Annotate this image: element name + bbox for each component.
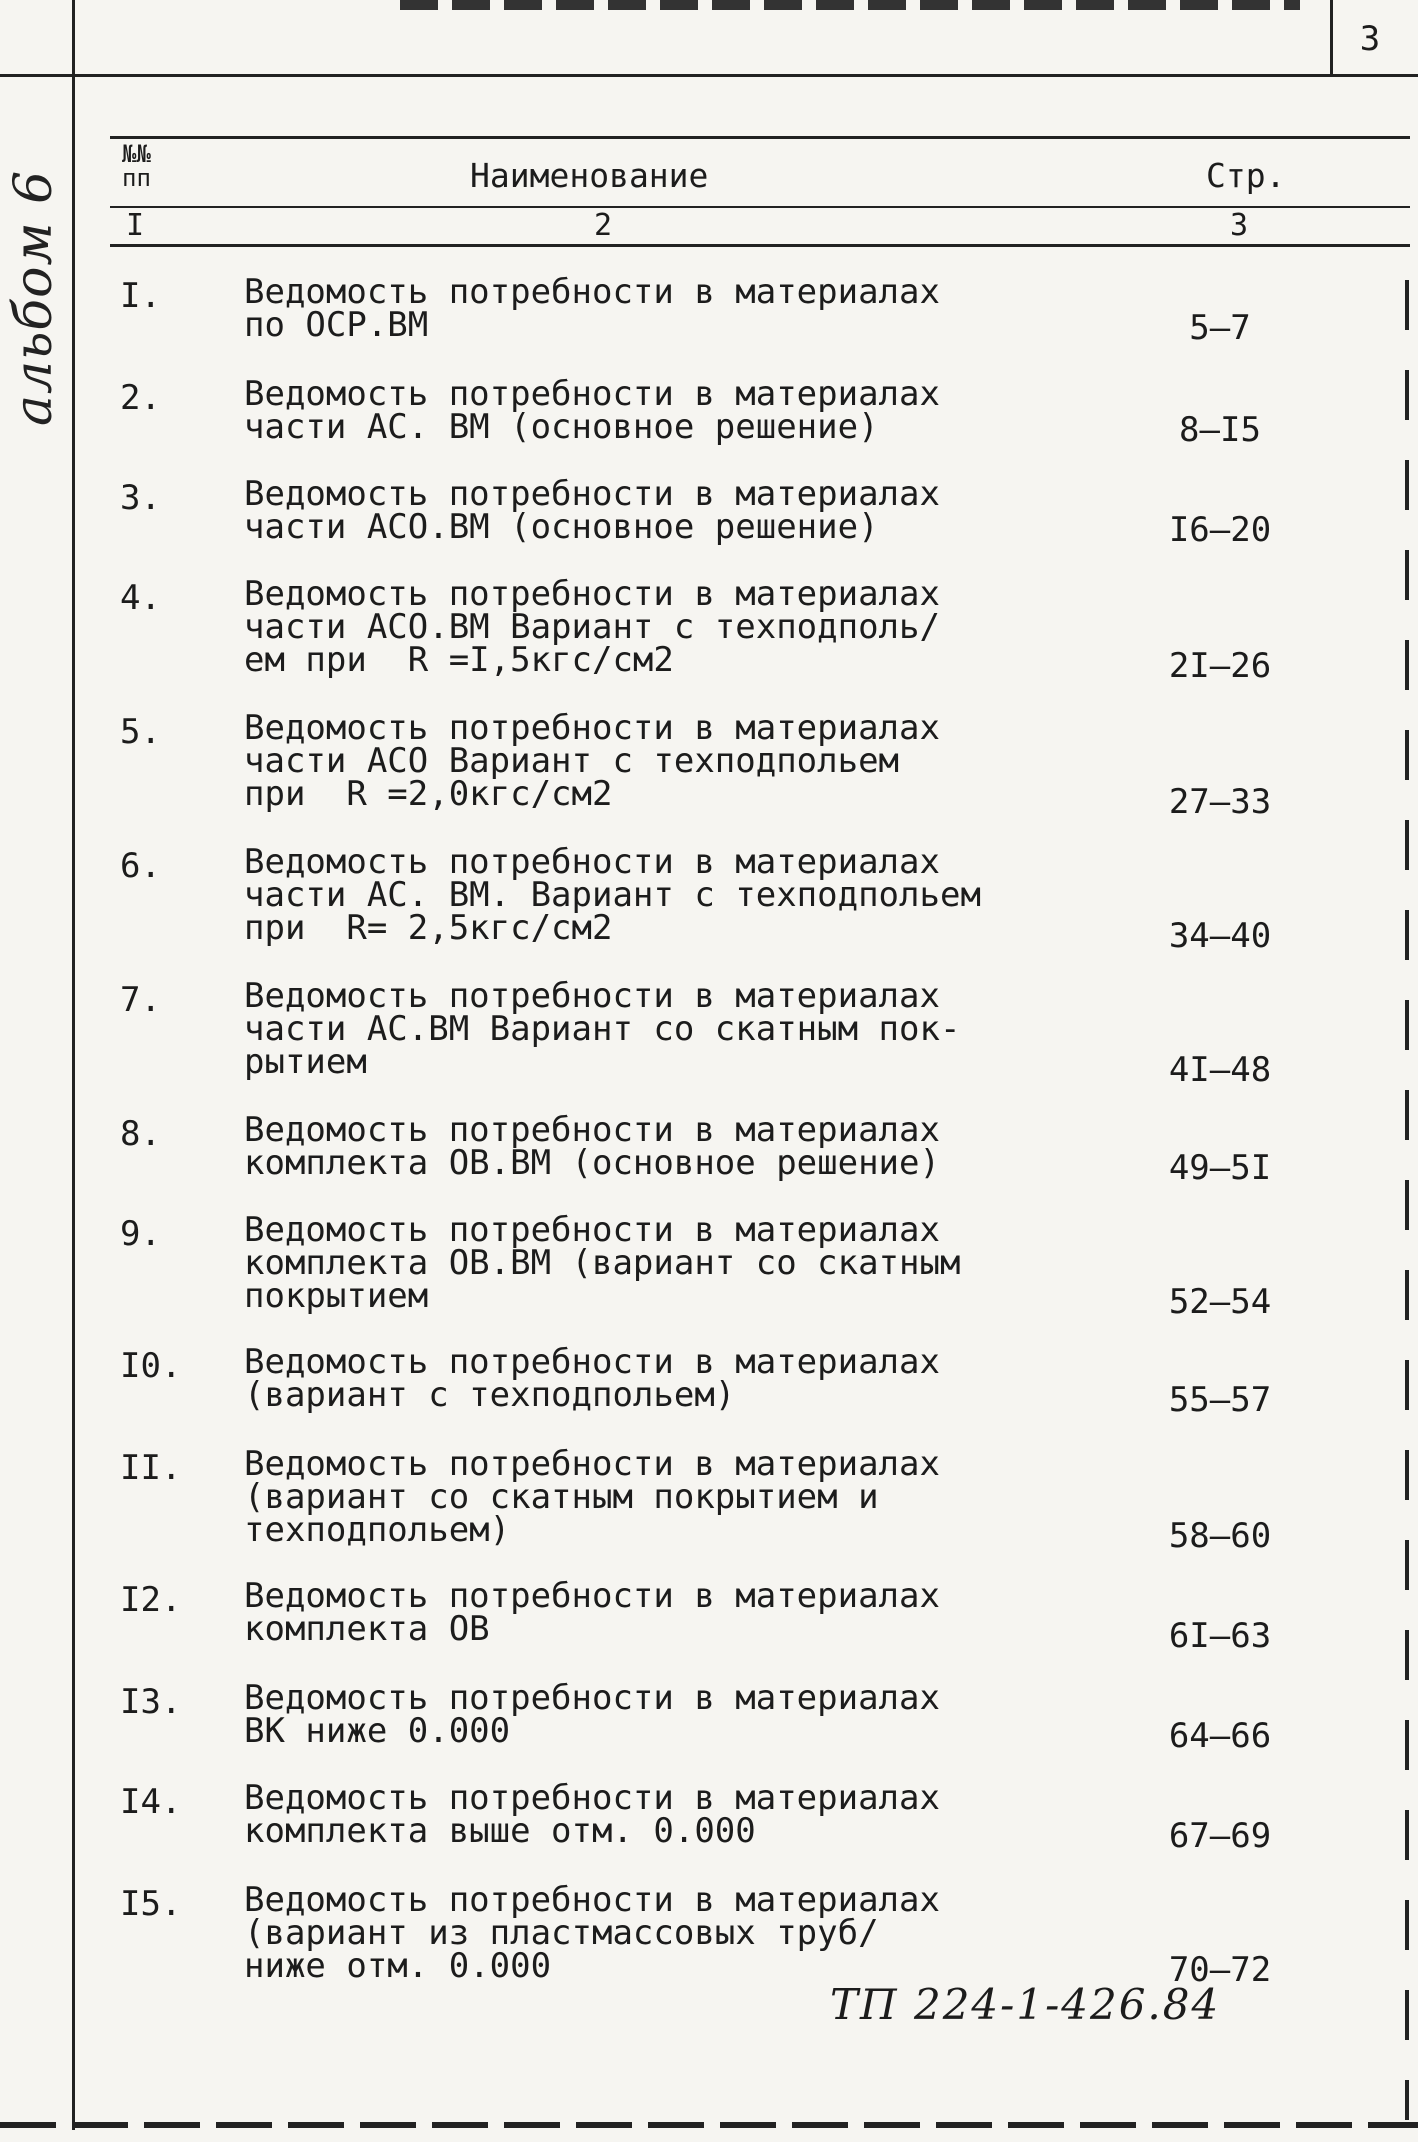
column-number-3: 3	[1230, 208, 1249, 243]
row-number: 5.	[120, 712, 161, 752]
row-number: I5.	[120, 1884, 182, 1924]
row-pages: 6I–63	[1168, 1616, 1272, 1656]
row-number: I0.	[120, 1346, 182, 1386]
table-header-bottom-line	[110, 244, 1410, 247]
table-header-top-line	[110, 136, 1410, 139]
row-number: 7.	[120, 980, 161, 1020]
row-number: 6.	[120, 846, 161, 886]
column-number-2: 2	[594, 208, 613, 243]
top-edge-scribble	[400, 0, 1300, 10]
row-number: 3.	[120, 478, 161, 518]
row-number: 2.	[120, 378, 161, 418]
row-name: Ведомость потребности в материалах по ОСР.ВМ	[244, 272, 940, 345]
row-name: Ведомость потребности в материалах части АСО.ВМ (основное решение)	[244, 474, 940, 547]
row-name: Ведомость потребности в материалах части АСО Вариант с техподпольем при R =2,0кгс/см2	[244, 708, 940, 814]
row-name: Ведомость потребности в материалах части АС. ВМ (основное решение)	[244, 374, 940, 447]
row-number: 9.	[120, 1214, 161, 1254]
row-name: Ведомость потребности в материалах комплекта ОВ.ВМ (вариант со скатным покрытием	[244, 1210, 961, 1316]
row-pages: 8–I5	[1179, 410, 1261, 450]
row-pages: 34–40	[1168, 916, 1272, 956]
row-name: Ведомость потребности в материалах части АСО.ВМ Вариант с техподполь/ ем при R =I,5кгс/см2	[244, 574, 940, 680]
row-name: Ведомость потребности в материалах (вариант с техподпольем)	[244, 1342, 940, 1415]
album-label: альбом 6	[4, 169, 64, 427]
row-name: Ведомость потребности в материалах (вариант из пластмассовых труб/ ниже отм. 0.000	[244, 1880, 940, 1986]
row-pages: 52–54	[1168, 1282, 1272, 1322]
row-name: Ведомость потребности в материалах ВК ниже 0.000	[244, 1678, 940, 1751]
header-name: Наименование	[470, 156, 709, 195]
row-name: Ведомость потребности в материалах комплекта ОВ	[244, 1576, 940, 1649]
row-name: Ведомость потребности в материалах комплекта выше отм. 0.000	[244, 1778, 940, 1851]
row-name: Ведомость потребности в материалах части АС.ВМ Вариант со скатным пок- рытием	[244, 976, 961, 1082]
row-number: 4.	[120, 578, 161, 618]
row-number: 8.	[120, 1114, 161, 1154]
row-pages: 67–69	[1168, 1816, 1272, 1856]
row-pages: 27–33	[1168, 782, 1272, 822]
row-pages: 55–57	[1168, 1380, 1272, 1420]
row-pages: 49–5I	[1168, 1148, 1272, 1188]
column-number-1: I	[126, 208, 145, 243]
document-code: ТП 224-1-426.84	[830, 1980, 1221, 2029]
row-pages: I6–20	[1168, 510, 1272, 550]
frame-top-line	[0, 74, 1418, 77]
row-name: Ведомость потребности в материалах части АС. ВМ. Вариант с техподпольем при R= 2,5кгс/см2	[244, 842, 981, 948]
row-number: II.	[120, 1448, 182, 1488]
row-name: Ведомость потребности в материалах (вариант со скатным покрытием и техподпольем)	[244, 1444, 940, 1550]
row-name: Ведомость потребности в материалах комплекта ОВ.ВМ (основное решение)	[244, 1110, 940, 1183]
page-number: 3	[1359, 19, 1381, 59]
row-pages: 5–7	[1189, 308, 1251, 348]
page-number-box-left	[1330, 0, 1333, 76]
row-pages: 64–66	[1168, 1716, 1272, 1756]
row-number: I2.	[120, 1580, 182, 1620]
table-header-mid-line	[110, 206, 1410, 208]
row-pages: 70–72	[1168, 1950, 1272, 1990]
row-number: I3.	[120, 1682, 182, 1722]
row-number: I.	[120, 276, 161, 316]
row-number: I4.	[120, 1782, 182, 1822]
header-num: №№ пп	[122, 140, 151, 192]
row-pages: 58–60	[1168, 1516, 1272, 1556]
row-pages: 2I–26	[1168, 646, 1272, 686]
header-pages: Стр.	[1206, 156, 1286, 195]
row-pages: 4I–48	[1168, 1050, 1272, 1090]
right-edge-dashes	[1405, 280, 1409, 2120]
bottom-edge-dashes	[0, 2122, 1418, 2128]
